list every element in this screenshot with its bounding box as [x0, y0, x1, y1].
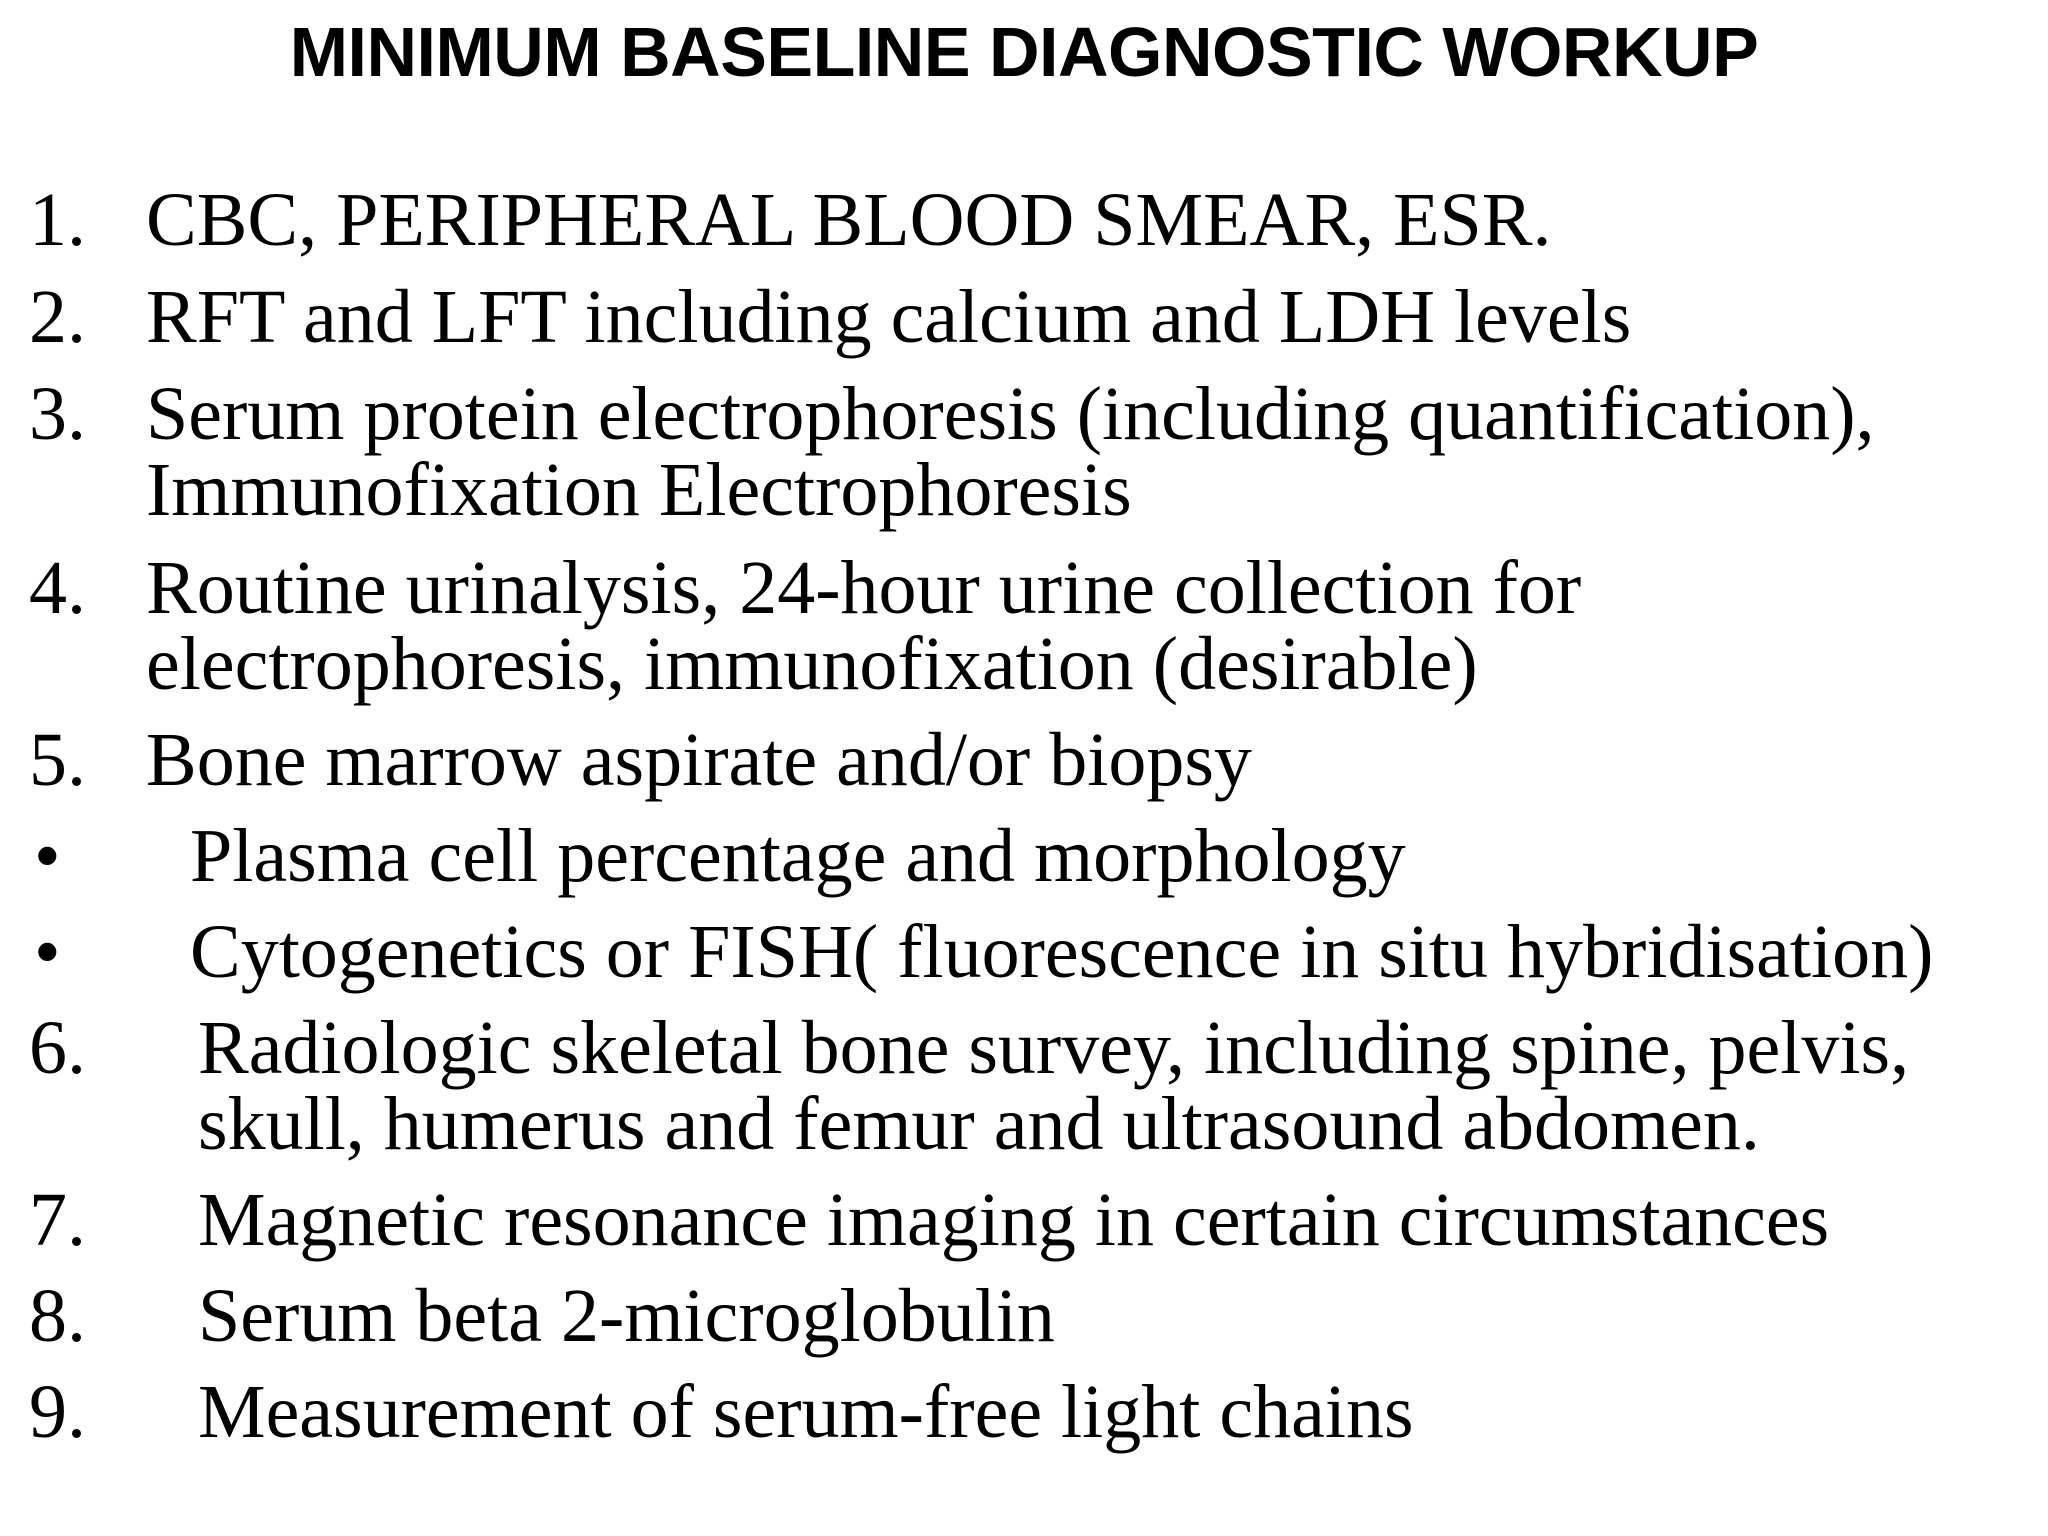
- list-item-text: RFT and LFT including calcium and LDH levels: [146, 275, 1632, 359]
- list-item-number: 9.: [29, 1370, 86, 1454]
- list-item-text: Serum beta 2-microglobulin: [198, 1274, 1055, 1358]
- list-item-text: Radiologic skeletal bone survey, including spine, pelvis,: [198, 1006, 1910, 1090]
- list-item-text: Magnetic resonance imaging in certain circumstances: [198, 1178, 1830, 1262]
- list-item-number: 1.: [29, 178, 86, 262]
- list-item-number: 3.: [29, 372, 86, 456]
- list-item-number: 8.: [29, 1274, 86, 1358]
- list-item-number: 2.: [29, 275, 86, 359]
- list-item-text: skull, humerus and femur and ultrasound abdomen.: [198, 1082, 1760, 1166]
- list-item-text: Measurement of serum-free light chains: [198, 1370, 1414, 1454]
- bullet-icon: •: [34, 814, 61, 898]
- list-item-text: Serum protein electrophoresis (including quantification),: [146, 372, 1875, 456]
- list-item-text: Bone marrow aspirate and/or biopsy: [146, 718, 1252, 802]
- list-item-text: Immunofixation Electrophoresis: [146, 448, 1132, 532]
- list-item-text: CBC, PERIPHERAL BLOOD SMEAR, ESR.: [146, 178, 1552, 262]
- slide-title: MINIMUM BASELINE DIAGNOSTIC WORKUP: [289, 13, 1759, 91]
- list-item-number: 7.: [29, 1178, 86, 1262]
- list-item-number: 6.: [29, 1006, 86, 1090]
- list-item-text: Plasma cell percentage and morphology: [190, 814, 1406, 898]
- list-item-number: 5.: [29, 718, 86, 802]
- list-item-text: Cytogenetics or FISH( fluorescence in situ hybridisation): [190, 910, 1934, 994]
- list-item-number: 4.: [29, 546, 86, 630]
- bullet-icon: •: [34, 910, 61, 994]
- list-item-text: Routine urinalysis, 24-hour urine collection for: [146, 546, 1582, 630]
- list-item-text: electrophoresis, immunofixation (desirable): [146, 622, 1478, 706]
